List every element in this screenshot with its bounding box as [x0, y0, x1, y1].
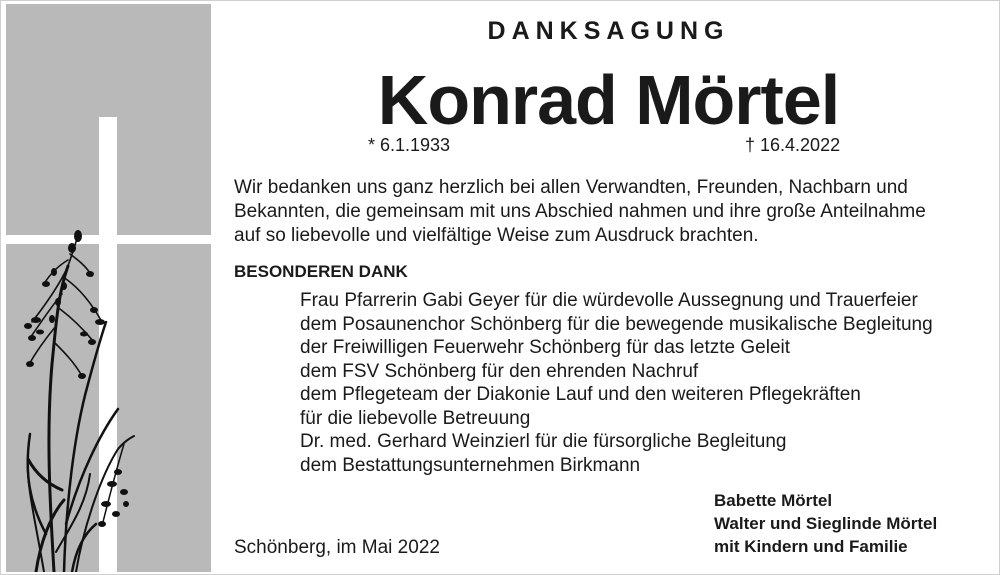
intro-line: Bekannten, die gemeinsam mit uns Abschied nahmen und ihre große Anteilnahme [234, 201, 926, 222]
intro-line: Wir bedanken uns ganz herzlich bei allen Verwandten, Freunden, Nachbarn und [234, 177, 908, 198]
signers [714, 489, 937, 558]
decorative-side-panel [6, 4, 211, 572]
signer-line: Walter und Sieglinde Mörtel [714, 514, 938, 533]
thanks-item: der Freiwilligen Feuerwehr Schönberg für das letzte Geleit [300, 337, 791, 358]
thanks-item: dem FSV Schönberg für den ehrenden Nachruf [300, 360, 699, 382]
special-thanks-list [300, 289, 990, 477]
thanks-item: für die liebevolle Betreuung [300, 407, 531, 429]
grass-plant-icon [6, 4, 211, 572]
intro-line: auf so liebevolle und vielfältige Weise zum Ausdruck brachten. [234, 225, 759, 246]
death-date: † 16.4.2022 [745, 135, 841, 155]
special-thanks-title: BESONDEREN DANK [234, 262, 408, 281]
intro-text [234, 176, 974, 248]
heading: DANKSAGUNG [487, 17, 730, 45]
birth-date: * 6.1.1933 [368, 135, 451, 155]
place-date: Schönberg, im Mai 2022 [234, 537, 440, 558]
thanks-item: dem Pflegeteam der Diakonie Lauf und den weiteren Pflegekräften [300, 384, 861, 405]
thanks-item: Dr. med. Gerhard Weinzierl für die fürsorgliche Begleitung [300, 431, 787, 452]
thanks-item: Frau Pfarrerin Gabi Geyer für die würdevolle Aussegnung und Trauerfeier [300, 290, 918, 311]
thanks-item: dem Bestattungsunternehmen Birkmann [300, 454, 641, 476]
deceased-name: Konrad Mörtel [377, 61, 840, 139]
signer-line: Babette Mörtel [714, 491, 833, 510]
signer-line: mit Kindern und Familie [714, 537, 908, 556]
thanks-item: dem Posaunenchor Schönberg für die bewegende musikalische Begleitung [300, 313, 933, 335]
